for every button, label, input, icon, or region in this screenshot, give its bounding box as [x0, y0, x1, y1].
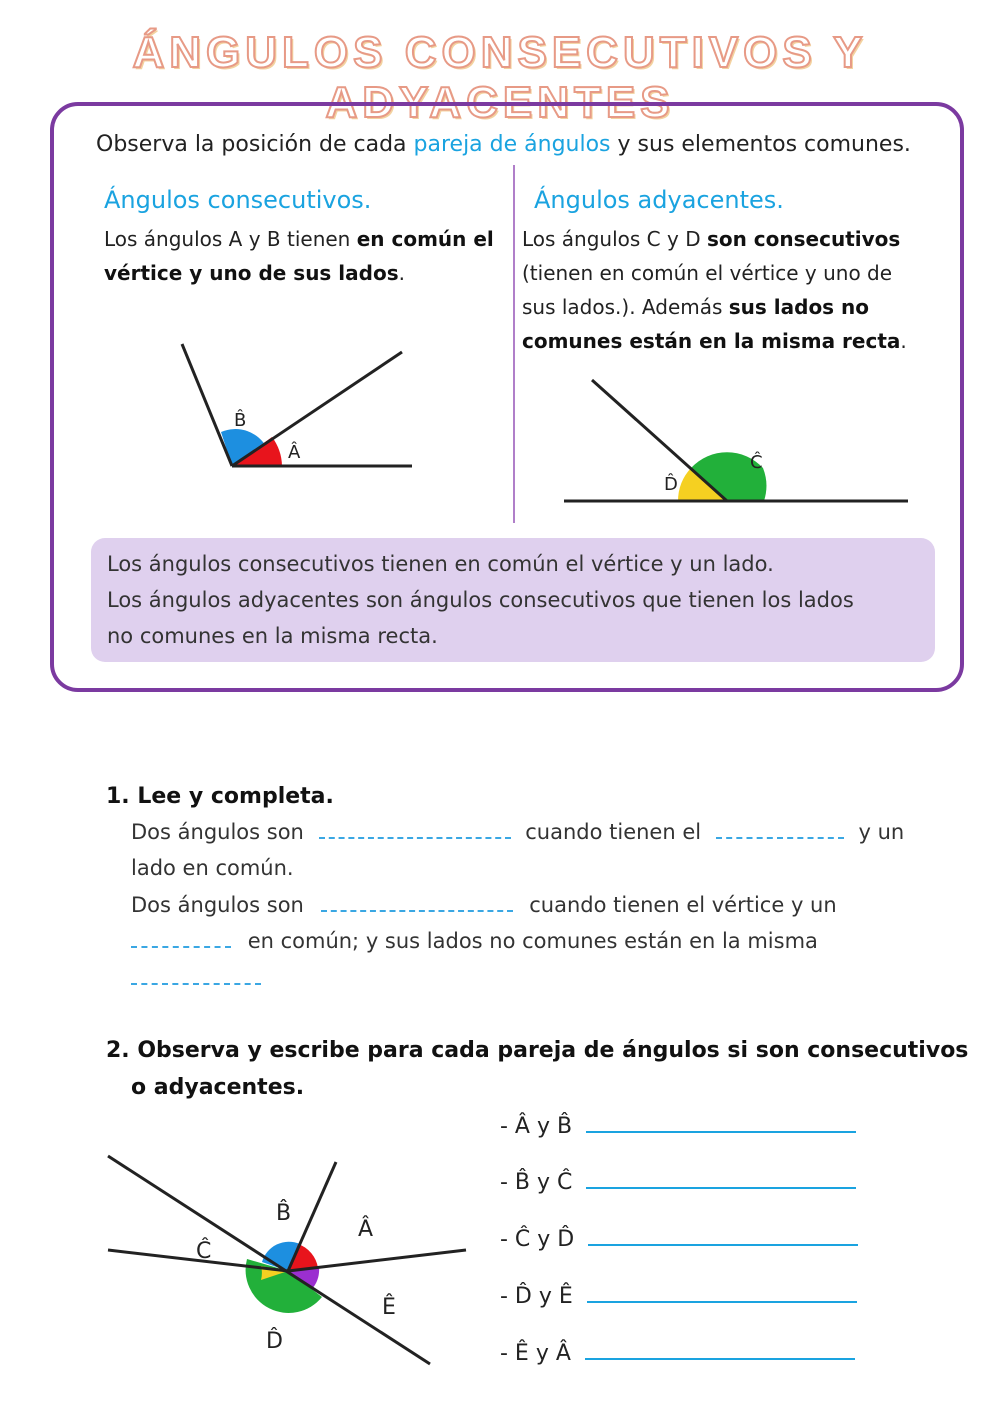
- adyacentes-heading: Ángulos adyacentes.: [534, 186, 784, 214]
- consecutivos-heading: Ángulos consecutivos.: [104, 186, 372, 214]
- exercise-1-line-4: en común; y sus lados no comunes están en la misma: [131, 929, 818, 953]
- ray-b: [182, 344, 232, 466]
- blank-1[interactable]: [319, 823, 511, 839]
- intro-highlight: pareja de ángulos: [413, 132, 611, 157]
- blank-5[interactable]: [131, 969, 261, 985]
- column-divider: [513, 165, 515, 523]
- pair-row-3: - Ĉ y D̂: [500, 1227, 858, 1252]
- blank-3[interactable]: [321, 896, 513, 912]
- pair-row-1: - Â y B̂: [500, 1114, 856, 1139]
- label-e-2: Ê: [382, 1295, 396, 1320]
- consecutivos-text: Los ángulos A y B tienen en común el vértice y uno de sus lados.: [104, 227, 494, 285]
- five-angles-diagram: [100, 1150, 480, 1390]
- exercise-1-title: 1. Lee y completa.: [106, 784, 334, 809]
- answer-line-3[interactable]: [588, 1228, 858, 1246]
- ray-common-cd: [592, 380, 727, 501]
- label-a: Â: [288, 442, 301, 463]
- label-c: Ĉ: [750, 452, 763, 473]
- intro-after: y sus elementos comunes.: [610, 132, 911, 157]
- exercise-1-line-1: Dos ángulos son cuando tienen el y un: [131, 820, 905, 844]
- label-d: D̂: [664, 474, 678, 495]
- label-b-2: B̂: [276, 1201, 292, 1226]
- answer-line-5[interactable]: [585, 1342, 855, 1360]
- adyacentes-text: Los ángulos C y D son consecutivos (tienen en común el vértice y uno de sus lados.). Además sus lados no comunes están en la misma recta.: [522, 227, 907, 353]
- blank-4[interactable]: [131, 932, 231, 948]
- page-title: ÁNGULOS CONSECUTIVOS Y ADYACENTES: [132, 28, 868, 127]
- exercise-1-line-5: [131, 966, 261, 990]
- summary-line-3: no comunes en la misma recta.: [107, 624, 438, 648]
- summary-line-2: Los ángulos adyacentes son ángulos consecutivos que tienen los lados: [107, 588, 854, 612]
- ray-common: [232, 352, 402, 466]
- label-c-2: Ĉ: [196, 1239, 212, 1264]
- exercise-2-title-line-2: o adyacentes.: [131, 1075, 305, 1100]
- answer-line-1[interactable]: [586, 1115, 856, 1133]
- pair-row-2: - B̂ y Ĉ: [500, 1170, 856, 1195]
- answer-line-4[interactable]: [587, 1285, 857, 1303]
- adjacent-angles-diagram: [560, 372, 920, 512]
- exercise-1-line-2: lado en común.: [131, 856, 294, 880]
- blank-2[interactable]: [716, 823, 844, 839]
- exercise-2-title: 2. Observa y escribe para cada pareja de ángulos si son consecutivos: [106, 1038, 969, 1063]
- label-d-2: D̂: [266, 1329, 283, 1354]
- intro-before: Observa la posición de cada: [96, 132, 414, 157]
- exercise-1-line-3: Dos ángulos son cuando tienen el vértice y un: [131, 893, 837, 917]
- label-b: B̂: [234, 410, 247, 431]
- consecutive-angles-diagram: [170, 336, 430, 486]
- summary-box: [91, 538, 935, 662]
- pair-row-5: - Ê y Â: [500, 1341, 855, 1366]
- pair-row-4: - D̂ y Ê: [500, 1284, 857, 1309]
- label-a-2: Â: [358, 1217, 374, 1242]
- summary-line-1: Los ángulos consecutivos tienen en común el vértice y un lado.: [107, 552, 774, 576]
- intro-text: [96, 132, 911, 157]
- answer-line-2[interactable]: [586, 1171, 856, 1189]
